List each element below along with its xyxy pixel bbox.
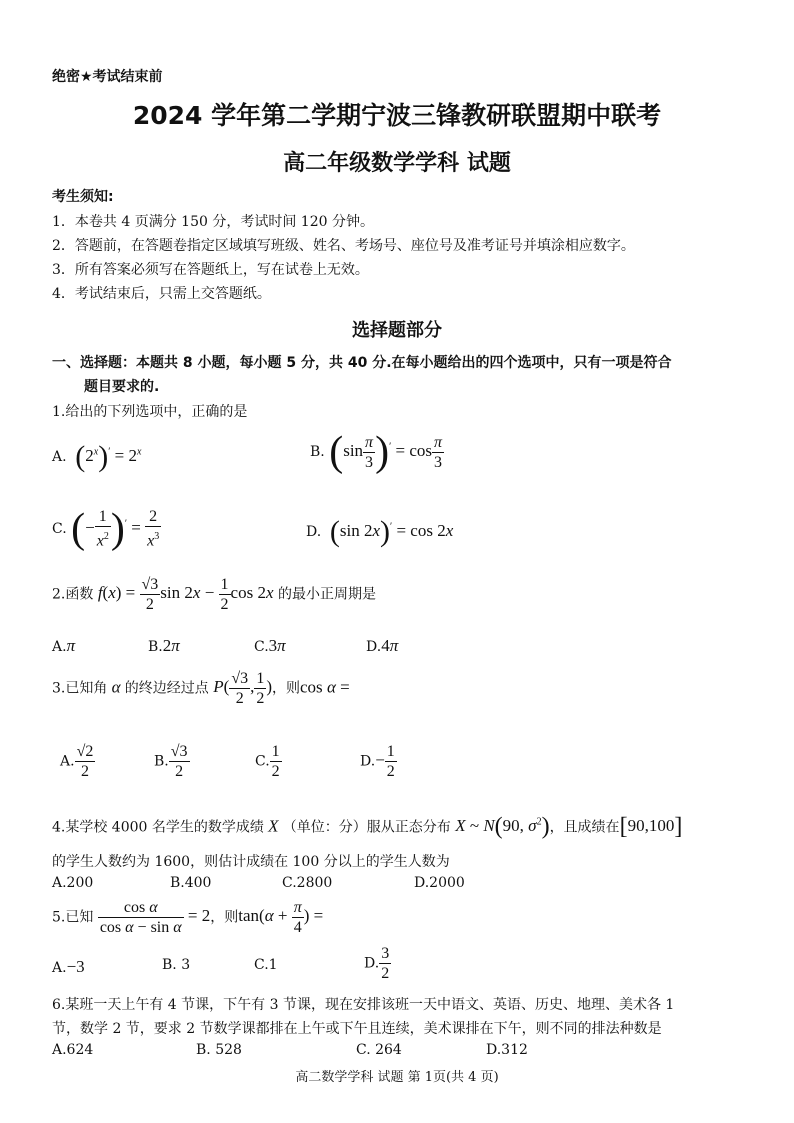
part-instructions-cont: 题目要求的. xyxy=(84,379,160,395)
q6-option-b: B. 528 xyxy=(196,1042,242,1058)
q3-option-d: D.− $\frac{1}{2}$ xyxy=(360,743,395,780)
q2-suffix: 的最小正周期是 xyxy=(277,586,376,603)
q1-option-d: D. (sin 2x)′ = cos 2x xyxy=(306,515,454,548)
q5-option-c: C.1 xyxy=(254,957,278,973)
question-6-stem-cont: 节，数学 2 节，要求 2 节数学课都排在上午或下午且连续，美术课排在下午，则不同的排法种数是 xyxy=(52,1021,662,1037)
question-5-stem: 5.已知 $\frac{\text{cos α}}{\text{cos α − sin α}}$ = 2，则tan(α + $\frac{\pi}{4}$ ) = xyxy=(52,899,324,936)
q3-option-c: C. $\frac{1}{2}$ xyxy=(255,743,280,780)
notice-item: 3．所有答案必须写在答题纸上，写在试卷上无效。 xyxy=(52,262,369,278)
q6-option-d: D.312 xyxy=(486,1042,528,1058)
page-footer: 高二数学学科 试题 第 1页(共 4 页) xyxy=(295,1070,499,1085)
q1-option-b: B. (sin $\frac{\pi}{3}$ )′ = cos $\frac{\pi}{3}$ xyxy=(310,429,443,475)
q2-option-d: D.4π xyxy=(366,636,399,655)
option-label: C. xyxy=(52,520,67,537)
confidential-label: 绝密★考试结束前 xyxy=(52,69,163,85)
notice-heading: 考生须知: xyxy=(52,189,114,205)
question-1-stem: 1.给出的下列选项中，正确的是 xyxy=(52,404,248,420)
q4-option-c: C.2800 xyxy=(282,875,333,891)
q3-option-b: B. $\frac{√3}{2}$ xyxy=(154,743,188,780)
q3-option-a: A. $\frac{√2}{2}$ xyxy=(60,743,94,780)
q6-option-c: C. 264 xyxy=(356,1042,402,1058)
question-2-stem: 2.函数 f(x) = $\frac{√3}{2}$ sin 2x − $\frac{1}{2}$ cos 2x 的最小正周期是 xyxy=(52,576,376,613)
exam-title: 2024 学年第二学期宁波三锋教研联盟期中联考 xyxy=(132,101,662,130)
q2-option-c: C.3π xyxy=(254,636,286,655)
part-instructions: 一、选择题：本题共 8 小题，每小题 5 分，共 40 分.在每小题给出的四个选项中，只有一项是符合 xyxy=(52,355,672,371)
question-6-stem: 6.某班一天上午有 4 节课，下午有 3 节课，现在安排该班一天中语文、英语、历史、地理、美术各 1 xyxy=(52,997,675,1013)
q4-option-d: D.2000 xyxy=(414,875,465,891)
question-3-stem: 3.已知角 α 的终边经过点 P( $\frac{√3}{2}$ , $\frac{1}{2}$ )，则cos α = xyxy=(52,670,350,707)
q5-option-a: A.−3 xyxy=(52,957,85,976)
q1-option-a: A. $(2^x)' = 2^x$ xyxy=(52,440,142,473)
question-4-stem-cont: 的学生人数约为 1600，则估计成绩在 100 分以上的学生人数为 xyxy=(52,854,450,870)
notice-item: 4．考试结束后，只需上交答题纸。 xyxy=(52,286,271,302)
q2-option-a: A.π xyxy=(52,636,76,655)
q2-option-b: B.2π xyxy=(148,636,180,655)
q2-prefix: 2.函数 xyxy=(52,586,94,603)
exam-subtitle: 高二年级数学学科 试题 xyxy=(283,151,511,176)
q6-option-a: A.624 xyxy=(52,1042,94,1058)
q1-option-c: C. (− $\frac{1}{x^2}$ )′ = $\frac{2}{x^3}$ xyxy=(52,506,160,552)
notice-item: 1．本卷共 4 页满分 150 分，考试时间 120 分钟。 xyxy=(52,214,374,230)
option-label: A. xyxy=(52,448,67,465)
option-label: D. xyxy=(306,523,322,540)
q4-option-b: B.400 xyxy=(170,875,212,891)
q5-option-d: D. $\frac{3}{2}$ xyxy=(364,945,390,982)
q4-option-a: A.200 xyxy=(52,875,94,891)
question-4-stem: 4.某学校 4000 名学生的数学成绩 X （单位：分）服从正态分布 X ~ N(90, $\sigma^2$)，且成绩在[90,100] xyxy=(52,814,683,840)
q5-option-b: B. 3 xyxy=(162,957,191,973)
option-label: B. xyxy=(310,443,325,460)
notice-item: 2．答题前，在答题卷指定区域填写班级、姓名、考场号、座位号及准考证号并填涂相应数字。 xyxy=(52,238,635,254)
section-title: 选择题部分 xyxy=(352,320,442,341)
